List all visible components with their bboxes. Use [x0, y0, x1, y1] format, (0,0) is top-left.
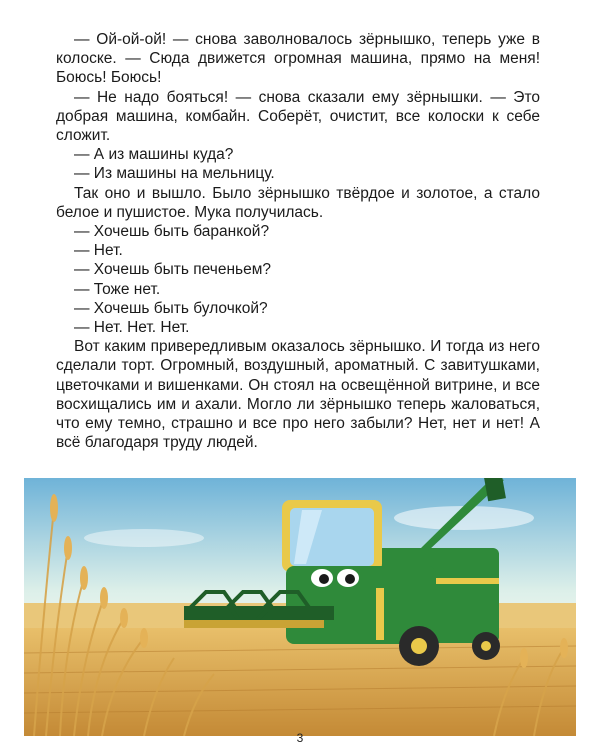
paragraph: — Хочешь быть булочкой? [74, 299, 268, 317]
paragraph: — Нет. [74, 242, 123, 260]
combine-harvester-illustration [24, 478, 576, 736]
story-text [56, 30, 540, 452]
paragraph: — Из машины на мельницу. [74, 165, 275, 183]
paragraph: — А из машины куда? [74, 146, 234, 164]
paragraph: — Хочешь быть баранкой? [74, 223, 270, 241]
header-cutter [184, 620, 324, 628]
paragraph: Так оно и вышло. Было зёрнышко твёрдое и золотое, а стало белое и пушистое. Мука получилась. [56, 184, 540, 221]
cloud [84, 529, 204, 547]
ladder [376, 588, 384, 640]
paragraph: — Хочешь быть печеньем? [74, 261, 271, 279]
paragraph: Вот каким привередливым оказалось зёрнышко. И тогда из него сделали торт. Огромный, воздушный, ароматный. С завитушками, цветочками и вишенками. Он стоял на освещённой витрине, и все восхищались им и ахали. Могло ли зёрнышко теперь жаловаться, что ему темно, страшно и все про него забыли? Нет, нет и нет! А всё благодаря труду людей. [56, 338, 540, 452]
page-number: 3 [296, 731, 304, 745]
paragraph: — Ой-ой-ой! — снова заволновалось зёрнышко, теперь уже в колоске. — Сюда движется огромная машина, прямо на меня! Боюсь! Боюсь! [56, 31, 540, 87]
paragraph: — Тоже нет. [74, 280, 161, 298]
paragraph: — Не надо бояться! — снова сказали ему зёрнышки. — Это добрая машина, комбайн. Соберёт, очистит, все колоски к себе сложит. [56, 88, 540, 145]
paragraph: — Нет. Нет. Нет. [74, 319, 190, 337]
harvest-scene [24, 478, 576, 736]
